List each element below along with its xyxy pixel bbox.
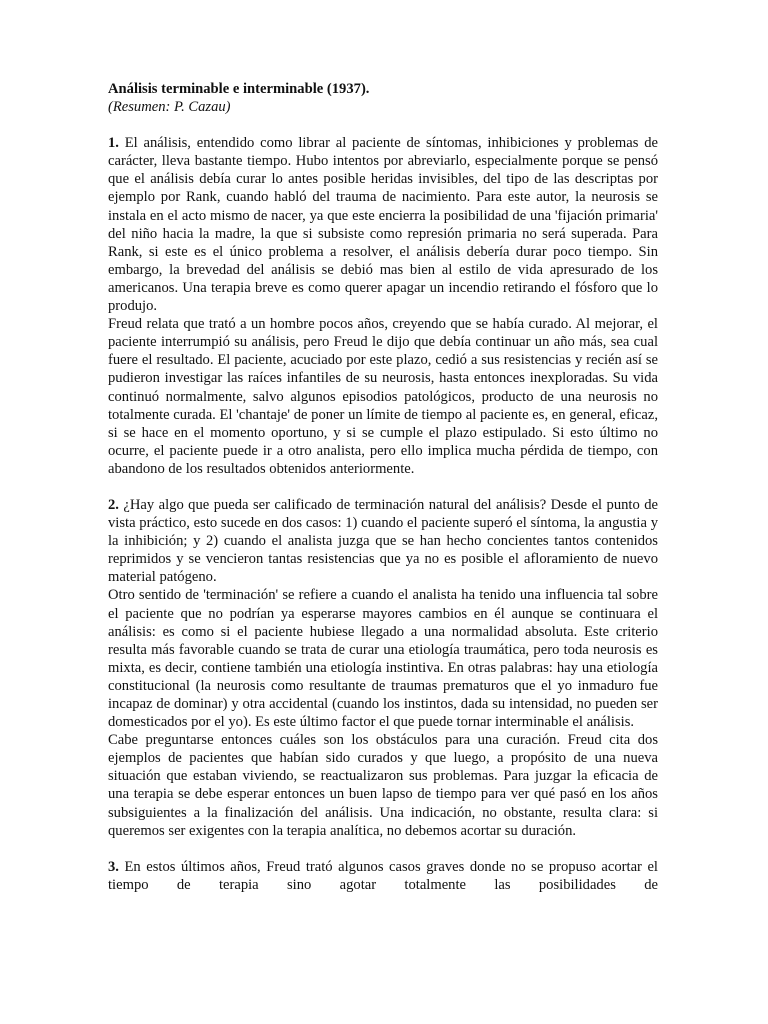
paragraph-text: En estos últimos años, Freud trató algunos casos graves donde no se propuso acortar el tiempo de terapia sino agotar totalmente las posibilidades de xyxy=(108,858,658,893)
paragraph: Otro sentido de 'terminación' se refiere a cuando el analista ha tenido una influencia tal sobre el paciente que no podrían ya esperarse mayores cambios en él aunque se continuara el análisis: es como si el paciente hubiese llegado a una normalidad absoluta. Este criterio resulta más favorable cuando se trata de curar una etiología traumática, pero toda neurosis es mixta, es decir, contiene también una etiología instintiva. En otras palabras: hay una etiología constitucional (la neurosis como resultante de traumas prematuros que el yo inmaduro fue incapaz de dominar) y otra accidental (cuando los instintos, dada su intensidad, no pueden ser domesticados por el yo). Es este último factor el que puede tornar interminable el análisis. xyxy=(108,587,658,731)
section-3 xyxy=(108,858,658,894)
paragraph xyxy=(108,496,658,586)
document-subtitle: (Resumen: P. Cazau) xyxy=(108,99,231,116)
paragraph xyxy=(108,858,658,894)
document-page xyxy=(108,80,658,894)
paragraph-text: El análisis, entendido como librar al paciente de síntomas, inhibiciones y problemas de carácter, lleva bastante tiempo. Hubo intentos por abreviarlo, especialmente porque se pensó que el análisis debía curar lo antes posible heridas invisibles, del tipo de las descriptas por ejemplo por Rank, cuando habló del trauma de nacimiento. Para este autor, la neurosis se instala en el acto mismo de nacer, ya que este encierra la posibilidad de una 'fijación primaria' del niño hacia la madre, la que si subsiste como represión primaria no será superada. Para Rank, si este es el único problema a resolver, el análisis debería durar poco tiempo. Sin embargo, la brevedad del análisis se debió mas bien al estilo de vida apresurado de los americanos. Una terapia breve es como querer apagar un incendio retirando el fósforo que lo produjo. xyxy=(108,135,658,315)
section-number: 3. xyxy=(108,858,119,875)
paragraph: Cabe preguntarse entonces cuáles son los obstáculos para una curación. Freud cita dos ejemplos de pacientes que habían sido curados y que luego, a propósito de una nueva situación que estaban viviendo, se reactualizaron sus problemas. Para juzgar la eficacia de una terapia se debe esperar entonces un buen lapso de tiempo para ver qué pasó en los años subsiguientes a la finalización del análisis. Una indicación, no obstante, resulta clara: si queremos ser exigentes con la terapia analítica, no debemos acortar su duración. xyxy=(108,732,658,839)
paragraph: Freud relata que trató a un hombre pocos años, creyendo que se había curado. Al mejorar, el paciente interrumpió su análisis, pero Freud le dijo que debía continuar un año más, sea cual fuere el resultado. El paciente, acuciado por este plazo, cedió a sus resistencias y recién así se pudieron investigar las raíces infantiles de su neurosis, hasta entonces inexploradas. Su vida continuó normalmente, salvo algunos episodios patológicos, producto de una neurosis no totalmente curada. El 'chantaje' de poner un límite de tiempo al paciente es, en general, eficaz, si se hace en el momento oportuno, y si se cumple el plazo estipulado. Si esto último no ocurre, el paciente puede ir a otro analista, pero ello implica mucha pérdida de tiempo, con abandono de los resultados obtenidos anteriormente. xyxy=(108,316,658,477)
section-number: 2. xyxy=(108,496,119,513)
paragraph xyxy=(108,134,658,315)
section-1 xyxy=(108,134,658,478)
section-number: 1. xyxy=(108,135,119,152)
document-title: Análisis terminable e interminable (1937). xyxy=(108,81,370,97)
paragraph-text: ¿Hay algo que pueda ser calificado de terminación natural del análisis? Desde el punto de vista práctico, esto sucede en dos casos: 1) cuando el paciente superó el síntoma, la angustia y la inhibición; y 2) cuando el analista juzga que se han hecho concientes tantos contenidos reprimidos y se vencieron tantas resistencias que ya no es posible el afloramiento de nuevo material patógeno. xyxy=(108,496,658,586)
section-2 xyxy=(108,496,658,840)
